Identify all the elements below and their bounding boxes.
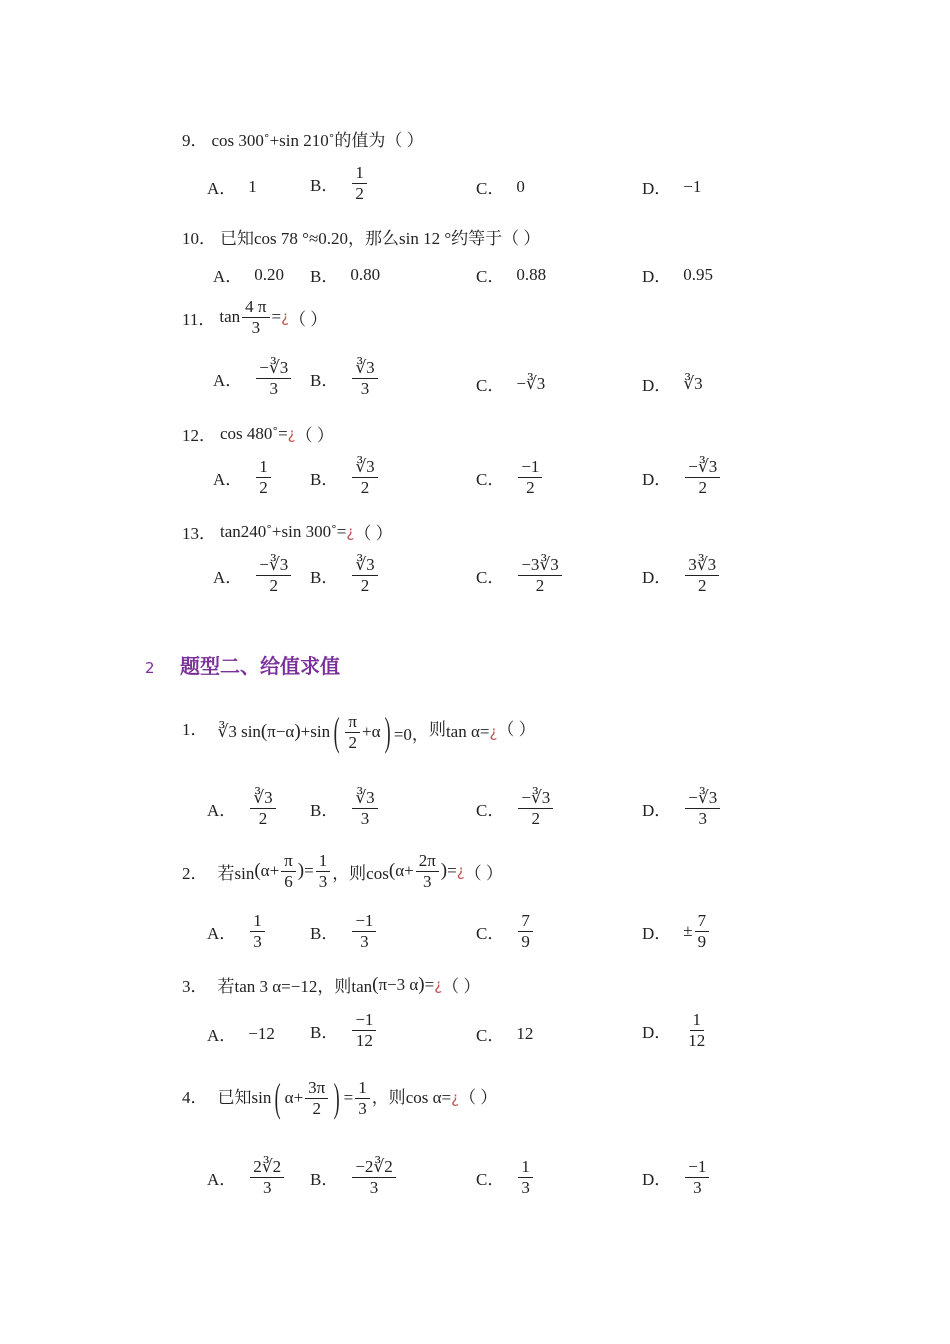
option-label: A． (207, 179, 237, 198)
option-d[interactable] (642, 371, 703, 396)
option-value: 0 (516, 176, 525, 196)
fraction (352, 358, 377, 398)
option-c[interactable] (476, 1157, 535, 1197)
option-label: D． (642, 376, 672, 395)
option-label: C． (476, 469, 505, 489)
fraction-denominator: 12 (355, 1030, 373, 1050)
abs-bracket: ( (372, 973, 379, 995)
fraction-numerator: ∛3 (352, 358, 377, 379)
option-c[interactable] (476, 1021, 533, 1046)
fraction-denominator: 3 (521, 1177, 530, 1197)
option-label: A． (207, 800, 237, 820)
big-paren: ) (333, 1075, 340, 1121)
option-prefix: ± (683, 921, 693, 941)
fraction (352, 555, 377, 595)
option-label: A． (213, 267, 243, 286)
option-b[interactable] (310, 1010, 378, 1050)
answer-parentheses: （ ） (459, 1088, 498, 1107)
fraction-denominator: 9 (697, 931, 707, 951)
big-paren: ( (275, 1075, 282, 1121)
answer-parentheses: （ ） (464, 863, 503, 883)
option-value: 0.88 (516, 264, 547, 284)
option-b[interactable] (310, 911, 378, 951)
answer-parentheses: （ ） (354, 524, 393, 543)
question-text: 已知cos 78 °≈0.20，那么sin 12 °约等于（ ） (220, 229, 541, 248)
fraction-numerator: −∛3 (685, 788, 720, 809)
option-label: D． (642, 1169, 672, 1189)
option-label: C． (476, 376, 505, 395)
option-b[interactable] (310, 1157, 398, 1197)
fraction-denominator: 12 (688, 1030, 706, 1050)
fraction (281, 851, 296, 891)
fraction-denominator: 3 (369, 1177, 379, 1197)
option-label: C． (476, 567, 505, 587)
fraction-numerator: 1 (518, 1157, 533, 1178)
fraction-denominator: 2 (698, 477, 707, 497)
fraction-numerator: −1 (518, 457, 542, 478)
abs-bracket: ) (294, 721, 301, 743)
fraction (352, 788, 377, 828)
expression-part: = (424, 974, 435, 994)
option-label: C． (476, 800, 505, 820)
option-d[interactable] (642, 1010, 710, 1050)
expression-part: 若tan 3 α=−12，则tan (217, 977, 373, 996)
expression-part: +sin (300, 722, 331, 742)
option-value: 0.80 (350, 264, 381, 284)
fraction (352, 163, 367, 203)
fraction (250, 1157, 284, 1197)
option-b[interactable] (310, 555, 380, 595)
option-value: 0.20 (254, 264, 285, 284)
fraction (518, 911, 533, 951)
abs-bracket: ) (418, 973, 425, 995)
fraction-denominator: 2 (697, 575, 707, 595)
problem-1 (182, 709, 536, 755)
fraction-numerator: 1 (355, 1078, 370, 1099)
placeholder-mark: ¿ (346, 522, 355, 541)
question-number: 4． (182, 1088, 208, 1107)
option-label: C． (476, 1169, 505, 1189)
fraction (685, 788, 720, 828)
question-10 (182, 224, 540, 249)
expression-part: α+ (260, 861, 280, 881)
expression-part: 则 (428, 720, 446, 739)
question-number: 12． (182, 426, 216, 445)
fraction-denominator: 3 (262, 1177, 272, 1197)
option-c[interactable] (476, 911, 535, 951)
problem-3 (182, 972, 480, 997)
placeholder-mark: ¿ (434, 975, 443, 994)
question-number: 10． (182, 229, 216, 248)
fraction-numerator: 7 (695, 911, 710, 932)
fraction (352, 911, 376, 951)
question-text: tan240˚+sin 300˚= (220, 521, 347, 541)
option-a[interactable] (207, 911, 267, 951)
placeholder-mark: ¿ (451, 1089, 460, 1108)
fraction-numerator: −3∛3 (518, 555, 561, 576)
expression-part: 若sin (217, 863, 255, 883)
abs-bracket: ( (260, 721, 268, 743)
placeholder-mark: ¿ (281, 308, 290, 327)
option-label: A． (213, 567, 243, 587)
option-label: D． (642, 267, 672, 286)
expression-part: cos α= (405, 1088, 452, 1108)
option-a[interactable] (213, 555, 293, 595)
paren: ) (440, 860, 448, 882)
fraction (352, 1010, 376, 1050)
option-a[interactable] (213, 358, 293, 398)
expression-part: ，则cos (332, 863, 389, 883)
fraction (242, 297, 269, 337)
placeholder-mark: ¿ (287, 424, 296, 443)
fraction-denominator: 3 (251, 317, 261, 337)
option-c[interactable] (476, 371, 545, 396)
expression-part: = (343, 1088, 354, 1108)
fraction-numerator: 1 (256, 457, 271, 478)
paren: ( (388, 860, 396, 882)
fraction-numerator: π (281, 851, 296, 872)
fraction (316, 851, 331, 891)
option-label: B． (310, 1022, 339, 1042)
big-paren: ( (333, 709, 340, 755)
option-b[interactable] (310, 457, 380, 497)
fraction (518, 555, 561, 595)
fraction-denominator: 3 (253, 931, 262, 951)
fraction-denominator: 9 (521, 931, 530, 951)
option-label: D． (642, 469, 672, 489)
expression-part: α+ (395, 861, 414, 881)
option-b[interactable] (310, 262, 380, 287)
fraction-numerator: 2π (416, 851, 439, 872)
fraction (685, 1157, 709, 1197)
option-c[interactable] (476, 262, 546, 287)
fraction-denominator: 3 (360, 931, 369, 951)
question-text: cos 300˚+sin 210˚的值为（ ） (211, 131, 424, 150)
expression-part: π−α (267, 722, 295, 742)
fraction (518, 457, 542, 497)
paren: ) (297, 860, 305, 882)
fraction-numerator: ∛3 (250, 788, 275, 809)
option-d[interactable] (642, 457, 722, 497)
option-label: A． (207, 1169, 237, 1189)
question-number: 13． (182, 524, 216, 543)
question-11 (182, 297, 327, 337)
expression-part: ，则 (371, 1088, 406, 1107)
option-a[interactable] (213, 457, 273, 497)
fraction (416, 851, 439, 891)
fraction-denominator: 2 (259, 477, 268, 497)
paren: ( (254, 860, 261, 882)
fraction-numerator: 2∛2 (250, 1157, 284, 1178)
expression-part: tan α= (445, 722, 490, 742)
big-paren: ) (384, 709, 391, 755)
fraction-denominator: 3 (269, 378, 278, 398)
option-a[interactable] (207, 174, 257, 199)
fraction-denominator: 3 (318, 871, 328, 891)
question-number: 2． (182, 863, 208, 883)
option-d[interactable] (642, 1157, 711, 1197)
equals-sign: = (271, 307, 282, 327)
option-value: 0.95 (683, 264, 714, 284)
option-label: A． (213, 370, 243, 390)
option-d[interactable] (642, 788, 722, 828)
fraction (250, 788, 275, 828)
option-label: C． (476, 267, 505, 286)
option-label: D． (642, 1022, 672, 1042)
fraction-numerator: ∛3 (352, 457, 377, 478)
fraction-denominator: 2 (526, 477, 535, 497)
option-label: D． (642, 567, 672, 587)
fraction-numerator: −∛3 (685, 457, 720, 478)
option-a[interactable] (207, 1021, 275, 1046)
answer-parentheses: （ ） (497, 720, 536, 739)
option-label: A． (207, 1026, 237, 1045)
placeholder-mark: ¿ (489, 723, 498, 742)
option-value: −1 (683, 176, 702, 196)
answer-parentheses: （ ） (289, 309, 328, 329)
fraction (695, 911, 710, 951)
question-number: 9． (182, 131, 208, 150)
option-a[interactable] (207, 788, 278, 828)
fraction-denominator: 3 (360, 808, 370, 828)
option-value: 12 (516, 1023, 534, 1043)
question-number: 1． (182, 720, 208, 739)
option-value: −∛3 (516, 373, 546, 393)
fraction-numerator: −1 (352, 911, 376, 932)
option-label: B． (310, 1169, 339, 1189)
fraction-denominator: 6 (284, 871, 293, 891)
fraction-numerator: 1 (316, 851, 331, 872)
option-b[interactable] (310, 358, 380, 398)
fraction-denominator: 2 (348, 732, 357, 752)
expression-part: α+ (284, 1088, 304, 1108)
option-label: B． (310, 800, 339, 820)
option-label: A． (207, 923, 237, 943)
fraction-numerator: 3π (305, 1078, 328, 1099)
option-c[interactable] (476, 174, 525, 199)
fraction (518, 1157, 533, 1197)
option-c[interactable] (476, 457, 544, 497)
fraction-numerator: −∛3 (518, 788, 553, 809)
expression-part: ∛3 sin (217, 722, 261, 742)
fraction-denominator: 2 (269, 575, 278, 595)
fraction-denominator: 3 (422, 871, 432, 891)
fraction-numerator: −∛3 (256, 555, 291, 576)
fraction (352, 457, 377, 497)
fraction-denominator: 2 (355, 183, 364, 203)
fraction (305, 1078, 328, 1118)
fraction-numerator: 1 (690, 1010, 705, 1031)
section-heading (145, 650, 340, 679)
fraction-numerator: 3∛3 (685, 555, 719, 576)
option-label: C． (476, 923, 505, 943)
option-label: D． (642, 923, 672, 943)
fraction-denominator: 2 (360, 575, 370, 595)
expression-part: sin (251, 1088, 272, 1108)
fraction-numerator: π (345, 712, 360, 733)
fraction (685, 555, 719, 595)
fraction (352, 1157, 395, 1197)
option-label: C． (476, 179, 505, 198)
fraction (518, 788, 553, 828)
fraction-numerator: −1 (685, 1157, 709, 1178)
fraction-numerator: −∛3 (256, 358, 291, 379)
question-text: tan (219, 307, 241, 327)
fraction (345, 712, 360, 752)
option-d[interactable] (642, 911, 711, 951)
placeholder-mark: ¿ (456, 862, 465, 881)
fraction (355, 1078, 370, 1118)
expression-part: +α (362, 722, 381, 742)
answer-parentheses: （ ） (295, 426, 334, 445)
option-c[interactable] (476, 555, 564, 595)
fraction-denominator: 2 (312, 1098, 321, 1118)
fraction (685, 1010, 708, 1050)
option-label: B． (310, 370, 339, 390)
option-c[interactable] (476, 788, 555, 828)
option-label: B． (310, 923, 339, 943)
fraction-numerator: 4 π (242, 297, 269, 318)
question-12 (182, 421, 334, 446)
fraction-denominator: 3 (693, 1177, 702, 1197)
fraction-denominator: 3 (360, 378, 370, 398)
fraction-numerator: 1 (250, 911, 265, 932)
section-title: 题型二、给值求值 (179, 654, 340, 678)
option-d[interactable] (642, 262, 713, 287)
option-d[interactable] (642, 555, 721, 595)
fraction-denominator: 2 (360, 477, 370, 497)
question-number: 11． (182, 309, 216, 329)
fraction-numerator: −2∛2 (352, 1157, 395, 1178)
option-label: B． (310, 267, 339, 286)
question-13 (182, 519, 393, 544)
fraction-denominator: 3 (698, 808, 707, 828)
expression-part: = (447, 861, 457, 881)
question-number: 3． (182, 977, 208, 996)
problem-2 (182, 851, 503, 891)
option-label: C． (476, 1026, 505, 1045)
option-label: B． (310, 567, 339, 587)
option-label: B． (310, 175, 339, 195)
option-value: ∛3 (683, 373, 703, 393)
section-number: 2 (145, 659, 155, 677)
fraction (256, 457, 271, 497)
fraction (256, 358, 291, 398)
fraction-numerator: −1 (352, 1010, 376, 1031)
option-d[interactable] (642, 174, 701, 199)
fraction-denominator: 3 (358, 1098, 367, 1118)
fraction-denominator: 2 (531, 808, 541, 828)
question-9 (182, 126, 424, 151)
problem-4 (182, 1075, 498, 1121)
expression-part: π−3 α (378, 974, 419, 994)
expression-part: =0， (393, 724, 429, 744)
expression-part: = (304, 861, 314, 881)
option-label: B． (310, 469, 339, 489)
fraction-numerator: ∛3 (352, 788, 377, 809)
fraction (256, 555, 291, 595)
fraction-denominator: 2 (258, 808, 268, 828)
option-value: −12 (248, 1023, 275, 1043)
fraction-numerator: 1 (352, 163, 367, 184)
fraction (685, 457, 720, 497)
fraction-numerator: 7 (518, 911, 533, 932)
option-label: A． (213, 469, 243, 489)
option-a[interactable] (207, 1157, 286, 1197)
answer-parentheses: （ ） (442, 977, 481, 996)
option-b[interactable] (310, 788, 380, 828)
expression-part: 已知 (217, 1088, 252, 1107)
option-label: D． (642, 179, 672, 198)
question-text: cos 480˚= (220, 423, 288, 443)
option-label: D． (642, 800, 672, 820)
option-a[interactable] (213, 262, 284, 287)
option-b[interactable] (310, 163, 369, 203)
fraction-denominator: 2 (535, 575, 545, 595)
option-value: 1 (248, 176, 257, 196)
fraction-numerator: ∛3 (352, 555, 377, 576)
fraction (250, 911, 265, 951)
